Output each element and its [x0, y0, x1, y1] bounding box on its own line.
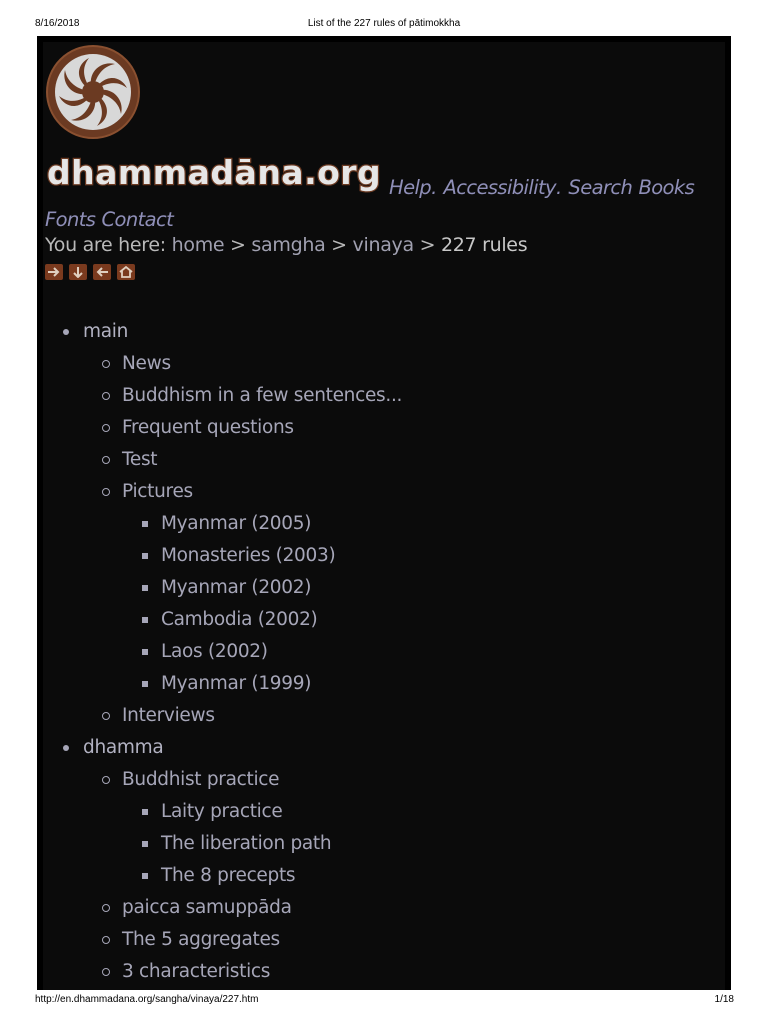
- circle-bullet-icon: [102, 712, 110, 720]
- circle-bullet-icon: [102, 936, 110, 944]
- print-header: [0, 0, 768, 36]
- breadcrumb-sangha[interactable]: samgha: [251, 234, 326, 256]
- page-content: dhammadāna.org Help. Accessibility. Search Books Fonts Contact You are here: home > samgha > vinaya > 227 rules main News Buddhism in a few sentences... Frequent questions Test Pictures Myanmar (2005) Monasteries (2003) Myanmar (2002) Cambodia (2002) Laos (2002) Myanmar (1999) Interviews dhamma Buddhist practice Laity practice The liberation path The 8 precepts paicca samuppāda The 5 aggregates 3 characteristics: [43, 42, 725, 990]
- menu-item-paticca[interactable]: paicca samuppāda: [43, 892, 725, 924]
- print-page-number: 1/18: [714, 994, 734, 1005]
- breadcrumb-separator: >: [230, 234, 246, 256]
- square-bullet-icon: [142, 553, 148, 559]
- page-nav-buttons: [45, 264, 135, 282]
- square-bullet-icon: [142, 681, 148, 687]
- nav-help[interactable]: Help: [389, 176, 432, 199]
- nav-contact[interactable]: Contact: [101, 208, 174, 231]
- site-wordmark[interactable]: [45, 152, 385, 196]
- menu-item-picture[interactable]: Myanmar (1999): [43, 668, 725, 700]
- menu-item-practice[interactable]: The 8 precepts: [43, 860, 725, 892]
- circle-bullet-icon: [102, 360, 110, 368]
- menu-item-interviews[interactable]: Interviews: [43, 700, 725, 732]
- breadcrumb-home[interactable]: home: [171, 234, 225, 256]
- menu-item-practice[interactable]: The liberation path: [43, 828, 725, 860]
- breadcrumb-separator: >: [419, 234, 436, 256]
- print-footer: [0, 990, 768, 1024]
- square-bullet-icon: [142, 809, 148, 815]
- circle-bullet-icon: [102, 424, 110, 432]
- square-bullet-icon: [142, 617, 148, 623]
- nav-accessibility[interactable]: Accessibility: [443, 176, 557, 199]
- nav-fonts[interactable]: Fonts: [45, 208, 96, 231]
- square-bullet-icon: [142, 873, 148, 879]
- breadcrumb-vinaya[interactable]: vinaya: [352, 234, 414, 256]
- circle-bullet-icon: [102, 904, 110, 912]
- menu-item-aggregates[interactable]: The 5 aggregates: [43, 924, 725, 956]
- circle-bullet-icon: [102, 456, 110, 464]
- print-title: List of the 227 rules of pātimokkha: [307, 18, 461, 29]
- nav-books[interactable]: Books: [638, 176, 695, 199]
- breadcrumb-prefix: You are here:: [45, 234, 166, 256]
- menu-item-pictures[interactable]: Pictures: [43, 476, 725, 508]
- breadcrumb-current: 227 rules: [440, 234, 528, 256]
- menu-item-faq[interactable]: Frequent questions: [43, 412, 725, 444]
- page-frame: [37, 36, 731, 990]
- menu-item-characteristics[interactable]: 3 characteristics: [43, 956, 725, 988]
- menu-item-picture[interactable]: Monasteries (2003): [43, 540, 725, 572]
- dhamma-wheel-logo-icon[interactable]: [45, 44, 141, 140]
- nav-search[interactable]: Search: [568, 176, 633, 199]
- home-icon[interactable]: [117, 264, 135, 280]
- menu-item-news[interactable]: News: [43, 348, 725, 380]
- menu-item-picture[interactable]: Myanmar (2002): [43, 572, 725, 604]
- print-date: 8/16/2018: [35, 18, 80, 29]
- menu-item-picture[interactable]: Laos (2002): [43, 636, 725, 668]
- bullet-icon: [63, 745, 69, 751]
- menu-item-picture[interactable]: Cambodia (2002): [43, 604, 725, 636]
- circle-bullet-icon: [102, 488, 110, 496]
- circle-bullet-icon: [102, 776, 110, 784]
- menu-item-main[interactable]: main: [43, 316, 725, 348]
- menu-item-picture[interactable]: Myanmar (2005): [43, 508, 725, 540]
- square-bullet-icon: [142, 649, 148, 655]
- breadcrumb-separator: >: [331, 234, 347, 256]
- menu-item-buddhist-practice[interactable]: Buddhist practice: [43, 764, 725, 796]
- square-bullet-icon: [142, 585, 148, 591]
- bullet-icon: [63, 329, 69, 335]
- down-arrow-icon[interactable]: [69, 264, 87, 280]
- print-url: http://en.dhammadana.org/sangha/vinaya/227.htm: [35, 994, 259, 1005]
- menu-item-dhamma[interactable]: dhamma: [43, 732, 725, 764]
- next-arrow-icon[interactable]: [45, 264, 63, 280]
- circle-bullet-icon: [102, 392, 110, 400]
- site-wordmark-text: dhammadāna.org: [47, 153, 382, 192]
- square-bullet-icon: [142, 841, 148, 847]
- menu-item-test[interactable]: Test: [43, 444, 725, 476]
- menu-item-buddhism[interactable]: Buddhism in a few sentences...: [43, 380, 725, 412]
- square-bullet-icon: [142, 521, 148, 527]
- site-menu: [43, 316, 725, 988]
- menu-item-practice[interactable]: Laity practice: [43, 796, 725, 828]
- circle-bullet-icon: [102, 968, 110, 976]
- breadcrumb: [45, 234, 527, 256]
- back-arrow-icon[interactable]: [93, 264, 111, 280]
